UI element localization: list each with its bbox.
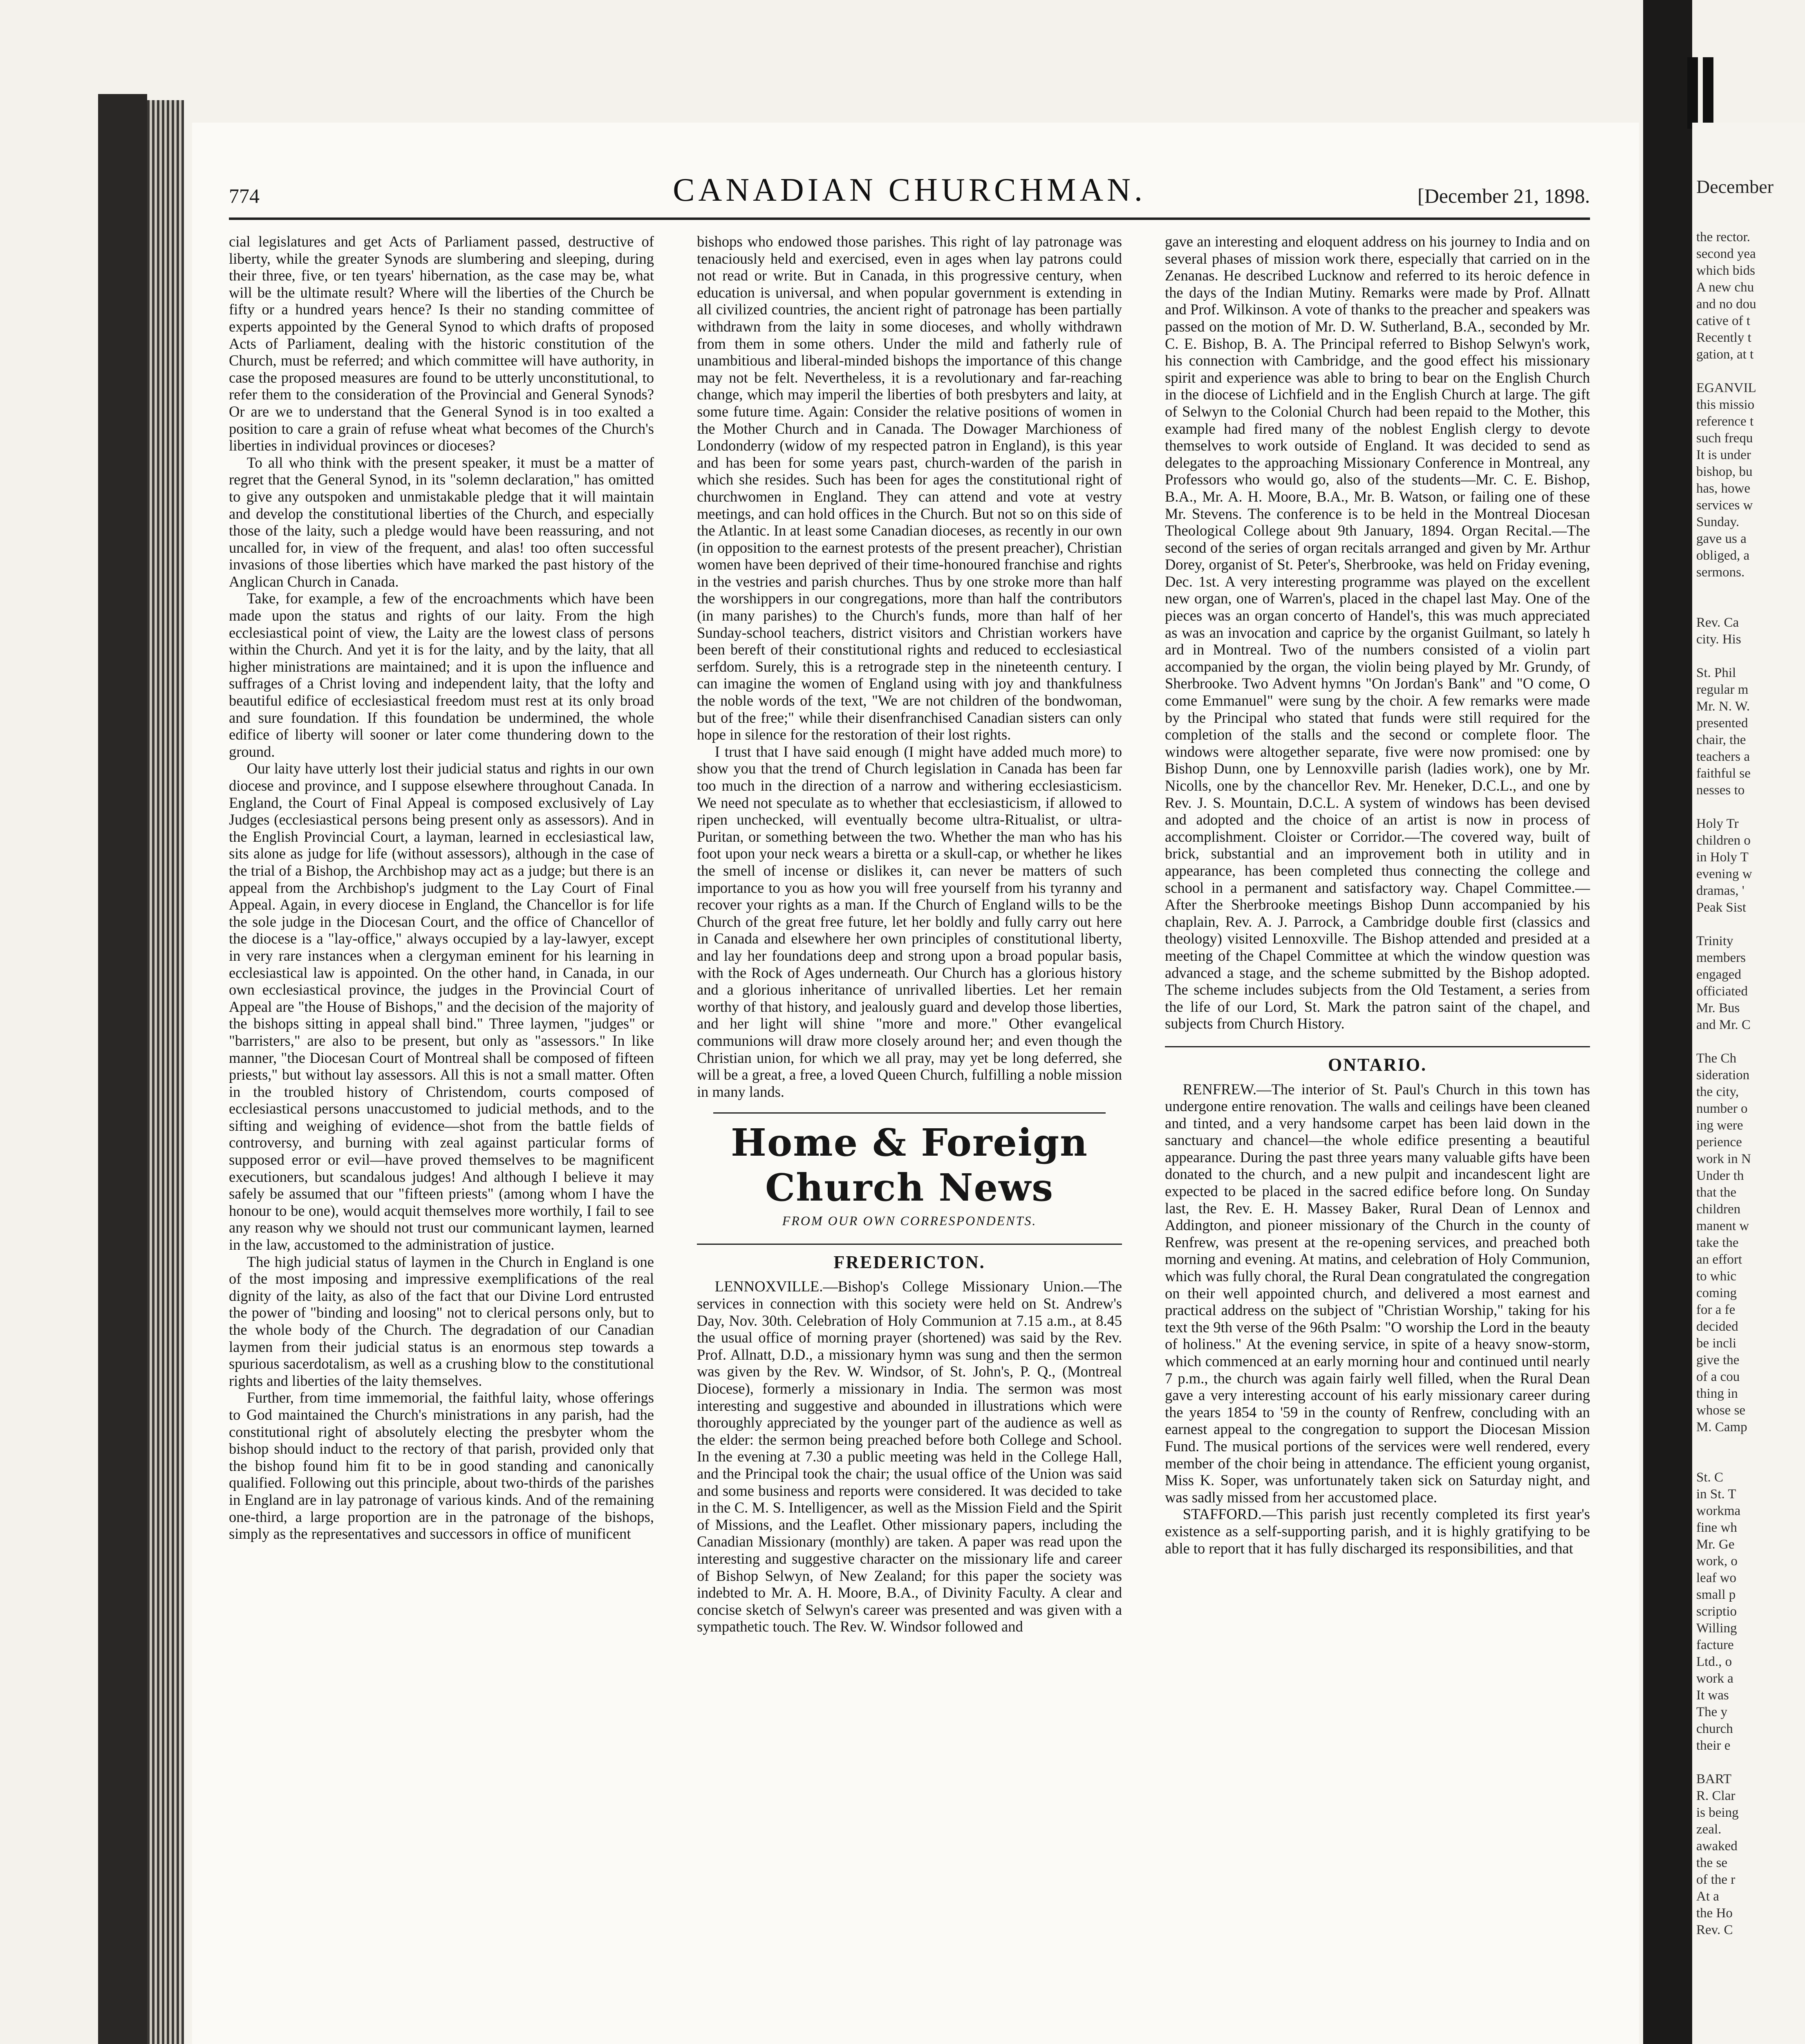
section-title: ONTARIO. — [1328, 1054, 1427, 1075]
facing-page-fragment — [1692, 123, 1805, 2044]
scan-marker-top — [1687, 57, 1698, 129]
news-section-banner — [697, 1112, 1122, 1230]
page-gutter — [1643, 0, 1692, 2044]
article-paragraph: Further, from time immemorial, the faithful laity, whose offerings to God maintained the Church's ministrations in any parish, had the constitutional right of absolutely electing the presbyter whom the bishop should induct to the rectory of that parish, provided only that the bishop found him fit to be in good standing and canonically qualified. Following out this principle, about two-thirds of the parishes in England are in lay patronage of various kinds. And of the remaining one-third, a large proportion are in the patronage of the bishops, simply as the representatives and successors in office of munificent — [229, 1389, 654, 1542]
section-heading-ontario — [1165, 1046, 1590, 1074]
column-1 — [229, 233, 654, 1542]
article-paragraph: cial legislatures and get Acts of Parliament passed, destructive of liberty, while the greater Synods are slumbering and sleeping, during their three, five, or ten tyears' hibernation, as the case may be, what will be the ultimate result? Where will the liberties of the Church be fifty or a hundred years hence? Is their no standing committee of experts appointed by the General Synod to which drafts of proposed Acts of Parliament, dealing with the historic constitution of the Church, must be referred; and which committee will have authority, in case the proposed measures are found to be utterly unconstitutional, to refer them to the consideration of the Provincial and General Synods? Or are we to understand that the General Synod is in too exalted a position to care a grain of refuse wheat what becomes of the Church's liberties in individual provinces or dioceses? — [229, 233, 654, 454]
article-paragraph: I trust that I have said enough (I might have added much more) to show you that the trend of Church legislation in Canada has been far too much in the direction of a narrow and withering ecclesiasticism. We need not speculate as to whether that ecclesiasticism, if allowed to ripen unchecked, will eventually become ultra-Ritualist, or ultra-Puritan, or something between the two. Whether the man who has his foot upon your neck wears a biretta or a skull-cap, or whether he likes the smell of incense or dislikes it, can never be matters of such importance to you as how you will free yourself from his tyranny and recover your rights as a man. If the Church of England wills to be the Church of the great free future, let her boldly and fully carry out here in Canada and elsewhere her own principles of constitutional liberty, and lay her foundations deep and strong upon a broad popular basis, with the Rock of Ages underneath. Our Church has a glorious history and a glorious inheritance of unrivalled liberties. Let her remain worthy of that history, and jealously guard and develop those liberties, and her light will shine "more and more." Other evangelical communions will draw more closely around her; and even though the Christian union, for which we all pray, may yet be long deferred, she will be a great, a free, a loved Queen Church, fulfilling a noble mission in many lands. — [697, 743, 1122, 1100]
section-title: FREDERICTON. — [833, 1252, 985, 1272]
banner-subtitle: FROM OUR OWN CORRESPONDENTS. — [782, 1213, 1037, 1228]
scan-marker-top — [1703, 57, 1713, 129]
page-number: 774 — [229, 184, 260, 207]
section-rule — [697, 1244, 1122, 1245]
article-paragraph: STAFFORD.—This parish just recently completed its first year's existence as a self-supporting parish, and it is highly gratifying to be able to report that it has fully discharged its responsibilities, and that — [1165, 1506, 1590, 1557]
page-header — [229, 172, 1590, 217]
banner-title: Home & Foreign Church News — [730, 1121, 1088, 1210]
column-3 — [1165, 233, 1590, 1557]
facing-page-header: December — [1696, 176, 1774, 197]
article-paragraph: To all who think with the present speaker, it must be a matter of regret that the General Synod, in its "solemn declaration," has omitted to give any outspoken and unmistakable pledge that it will maintain and develop the constitutional liberties of the Church, and especially those of the laity, such a pledge would have been reassuring, and not uncalled for, in view of the frequent, and alas! too often successful invasions of those liberties which have marked the past history of the Anglican Church in Canada. — [229, 454, 654, 590]
issue-date: [December 21, 1898. — [1417, 184, 1590, 207]
newspaper-page — [192, 123, 1639, 2044]
article-paragraph: The high judicial status of laymen in the Church in England is one of the most imposing and impressive exemplifications of the real dignity of the laity, as also of the fact that our Divine Lord entrusted the power of "binding and loosing" not to clerical persons only, but to the whole body of the Church. The degradation of our Canadian laymen from their judicial status is an enormous step towards a spurious sacerdotalism, as well as a crushing blow to the constitutional rights and liberties of the laity themselves. — [229, 1253, 654, 1389]
article-paragraph: LENNOXVILLE.—Bishop's College Missionary Union.—The services in connection with this society were held on St. Andrew's Day, Nov. 30th. Celebration of Holy Communion at 7.15 a.m., at 8.45 the usual office of morning prayer (shortened) was said by the Rev. Prof. Allnatt, D.D., a missionary hymn was sung and then the sermon was given by the Rev. W. Windsor, of St. John's, P. Q., (Montreal Diocese), formerly a missionary in India. The sermon was most interesting and suggestive and abounded in illustrations which were thoroughly appreciated by the younger part of the audience as well as the elder: the sermon being preached before both College and School. In the evening at 7.30 a public meeting was held in the College Hall, and the Principal took the chair; the usual office of the Union was said and some business and reports were considered. It was decided to take in the C. M. S. Intelligencer, as well as the Mission Field and the Spirit of Missions, and the Leaflet. Other missionary papers, including the Canadian Missionary (monthly) are taken. A paper was read upon the interesting and suggestive character on the missionary life and career of Bishop Selwyn, of New Zealand; for this paper the society was indebted to Mr. A. H. Moore, B.A., of Divinity Faculty. A clear and concise sketch of Selwyn's career was presented and was given with a sympathetic touch. The Rev. W. Windsor followed and — [697, 1278, 1122, 1635]
masthead-title: CANADIAN CHURCHMAN. — [673, 172, 1146, 208]
page-edges — [147, 100, 184, 2044]
section-rule — [1165, 1046, 1590, 1047]
header-rule — [229, 217, 1590, 220]
article-paragraph: RENFREW.—The interior of St. Paul's Church in this town has undergone entire renovation. The walls and ceilings have been cleaned and tinted, and a very handsome carpet has been laid down in the sanctuary and chancel—the whole edifice presenting a beautiful appearance. During the past three years many valuable gifts have been donated to the church, and a new pulpit and incandescent light are expected to be placed in the sacred edifice before long. On Sunday last, the Rev. E. H. Massey Baker, Rural Dean of Lennox and Addington, and pioneer missionary of the Church in the county of Renfrew, was present at the re-opening services, and preached both morning and evening. At matins, and celebration of Holy Communion, which was fully choral, the Rural Dean congratulated the congregation on their well appointed church, and delivered a most earnest and practical address on the subject of "Christian Worship," taking for his text the 9th verse of the 96th Psalm: "O worship the Lord in the beauty of holiness." At the evening service, in spite of a heavy snow-storm, which commenced at an early morning hour and continued until nearly 7 p.m., the church was again fairly well filled, when the Rural Dean gave a very interesting account of his early missionary career during the years 1854 to '59 in the county of Renfrew, concluding with an earnest appeal to the congregation to support the Diocesan Mission Fund. The musical portions of the services were well rendered, every member of the choir being in attendance. The efficient young organist, Miss K. Soper, was unfortunately taken sick on Saturday night, and was sadly missed from her accustomed place. — [1165, 1080, 1590, 1506]
article-paragraph: bishops who endowed those parishes. This right of lay patronage was tenaciously held and exercised, even in ages when lay patrons could not read or write. But in Canada, in this progressive century, when education is universal, and when popular government is extending in all civilized countries, the ancient right of patronage has been partially withdrawn from the laity in some dioceses, and wholly withdrawn from them in some others. Under the mild and fatherly rule of unambitious and liberal-minded bishops the importance of this change may not be felt. Nevertheless, it is a revolutionary and far-reaching change, which may imperil the liberties of both presbyters and laity, at some future time. Again: Consider the relative positions of women in the Mother Church and in Canada. The Dowager Marchioness of Londonderry (widow of my respected patron in England), is this year and has been for some years past, church-warden of the parish in which she resides. Such has been for ages the constitutional right of churchwomen in England. They can attend and vote at vestry meetings, and can hold offices in the Church. But not so on this side of the Atlantic. In at least some Canadian dioceses, as recently in our own (in opposition to the earnest protests of the present preacher), Christian women have been deprived of their time-honoured franchise and rights in the vestries and parish churches. Thus by one stroke more than half the worshippers in our congregations, more than half the contributors (in many parishes) to the Church's funds, more than half of her Sunday-school teachers, district visitors and Christian workers have been bereft of their constitutional rights and reduced to ecclesiastical serfdom. Surely, this is a retrograde step in the nineteenth century. I can imagine the women of England using with joy and thankfulness the noble words of the text, "We are not children of the bondwoman, but of the free;" while their disenfranchised Canadian sisters can only hope in silence for the restoration of their lost rights. — [697, 233, 1122, 743]
section-heading-fredericton — [697, 1244, 1122, 1271]
column-2 — [697, 233, 1122, 1635]
article-paragraph: Take, for example, a few of the encroachments which have been made upon the status and rights of our laity. From the high ecclesiastical point of view, the Laity are the lowest class of persons within the Church. And yet it is for the laity, and by the laity, that all higher ministrations are maintained; and it is upon the influence and suffrages of a Christ loving and independent laity, that the lofty and beautiful edifice of ecclesiastical freedom must rest at its only broad and sure foundation. If this foundation be undermined, the whole edifice of liberty will sooner or later come thundering down to the ground. — [229, 590, 654, 760]
facing-page-text: the rector. second yea which bids A new chu and no dou cative of t Recently t gation, at t EGANVIL this missio reference t such frequ It is under bishop, bu has, howe services w Sunday. gave us a obliged, a sermons. Rev. Ca city. His St. Phil regular m Mr. N. W. presented chair, the teachers a faithful se nesses to Holy Tr children o in Holy T evening w dramas, ' Peak Sist Trinity members engaged officiated Mr. Bus and Mr. C The Ch sideration the city, number o ing were perience work in N Under th that the children manent w take the an effort to whic coming for a fe decided be incli give the of a cou thing in whose se M. Camp St. C in St. T workma fine wh Mr. Ge work, o leaf wo small p scriptio Willing facture Ltd., o work a It was The y church their e BART R. Clar is being zeal. awaked the se of the r At a the Ho Rev. C — [1696, 230, 1756, 1937]
article-paragraph: Our laity have utterly lost their judicial status and rights in our own diocese and province, and I suppose elsewhere throughout Canada. In England, the Court of Final Appeal is composed exclusively of Lay Judges (ecclesiastical persons being present only as assessors). And in the English Provincial Court, a layman, learned in ecclesiastical law, sits alone as judge for life (without assessors), although in the case of the trial of a Bishop, the Archbishop may act as a judge; but there is an appeal from the Archbishop's judgment to the Lay Court of Final Appeal. Again, in every diocese in England, the Chancellor is for life the sole judge in the Diocesan Court, and the office of Chancellor of the diocese is a "lay-office," always occupied by a lay-lawyer, except in very rare instances when a clergyman eminent for his learning in ecclesiastical law is appointed. On the other hand, in Canada, in our own ecclesiastical province, the judges in the Provincial Court of Appeal are "the House of Bishops," and the decision of the majority of the bishops sitting in appeal shall bind." Three laymen, "judges" or "barristers," are also to be present, but only as "assessors." In like manner, "the Diocesan Court of Montreal shall be composed of fifteen priests," but without lay assessors. All this is not a small matter. Often in the troubled history of Christendom, courts composed of ecclesiastical persons unaccustomed to judicial methods, and to the sifting and weighing of evidence—shot from the battle fields of controversy, and burning with zeal against particular forms of supposed error or evil—have proved themselves to be magnificent executioners, but scandalous judges! And although I believe it may safely be assumed that our "fifteen priests" (among whom I have the honour to be one), would acquit themselves more worthily, I fail to see any reason why we should not trust our communicant laymen, learned in the law, accustomed to the administration of justice. — [229, 760, 654, 1253]
article-paragraph: gave an interesting and eloquent address on his journey to India and on several phases of mission work there, especially that carried on in the Zenanas. He described Lucknow and referred to its heroic defence in the days of the Indian Mutiny. Remarks were made by Prof. Allnatt and Prof. Wilkinson. A vote of thanks to the preacher and speakers was passed on the motion of Mr. D. W. Sutherland, B.A., seconded by Mr. C. E. Bishop, B. A. The Principal referred to Bishop Selwyn's work, his connection with Cambridge, and the good effect his missionary spirit and experience was able to bring to bear on the English Church in the diocese of Lichfield and in the English Church at large. The gift of Selwyn to the Colonial Church had been repaid to the Mother, this example had fired many of the noblest English clergy to devote themselves to work outside of England. It was decided to send as delegates to the approaching Missionary Conference in Montreal, any Professors who would go, also of the students—Mr. C. E. Bishop, B.A., Mr. A. H. Moore, B.A., Mr. B. Watson, or failing one of these Mr. Stevens. The conference is to be held in the Montreal Diocesan Theological College about 9th January, 1894. Organ Recital.—The second of the series of organ recitals arranged and given by Mr. Arthur Dorey, organist of St. Peter's, Sherbrooke, was held on Friday evening, Dec. 1st. A very interesting programme was played on the excellent new organ, one of Warren's, placed in the chapel last May. One of the pieces was an organ concerto of Handel's, this was much appreciated as was an invocation and caprice by the organist Guilmant, so lately h ard in Montreal. Two of the numbers consisted of a violin part accompanied by the organ, the violin being played by Mr. Grundy, of Sherbrooke. Two Advent hymns "On Jordan's Bank" and "O come, O come Emmanuel" were sung by the choir. A few remarks were made by the Principal who stated that funds were still required for the completion of the stalls and the second or complete floor. The windows were altogether separate, five were now promised: one by Bishop Dunn, one by Lennoxville parish (ladies work), one by Mr. Nicolls, one by the chancellor Rev. Mr. Heneker, D.C.L., and one by Rev. J. S. Mountain, D.C.L. A system of windows has been devised and adopted and the choice of an artist is now in process of accomplishment. Cloister or Corridor.—The covered way, built of brick, substantial and an improvement both in utility and in appearance, has been completed thus connecting the college and school in a permanent and satisfactory way. Chapel Committee.—After the Sherbrooke meetings Bishop Dunn accompanied by his chaplain, Rev. A. J. Parrock, a Cambridge double first (classics and theology) visited Lennoxville. The Bishop attended and presided at a meeting of the Chapel Committee at which the window question was advanced a stage, and the scheme submitted by the Bishop adopted. The scheme includes subjects from the Old Testament, a series from the life of our Lord, St. Mark the patron saint of the chapel, and subjects from Church History. — [1165, 233, 1590, 1032]
banner-rule — [713, 1112, 1106, 1114]
book-spine — [98, 94, 147, 2044]
